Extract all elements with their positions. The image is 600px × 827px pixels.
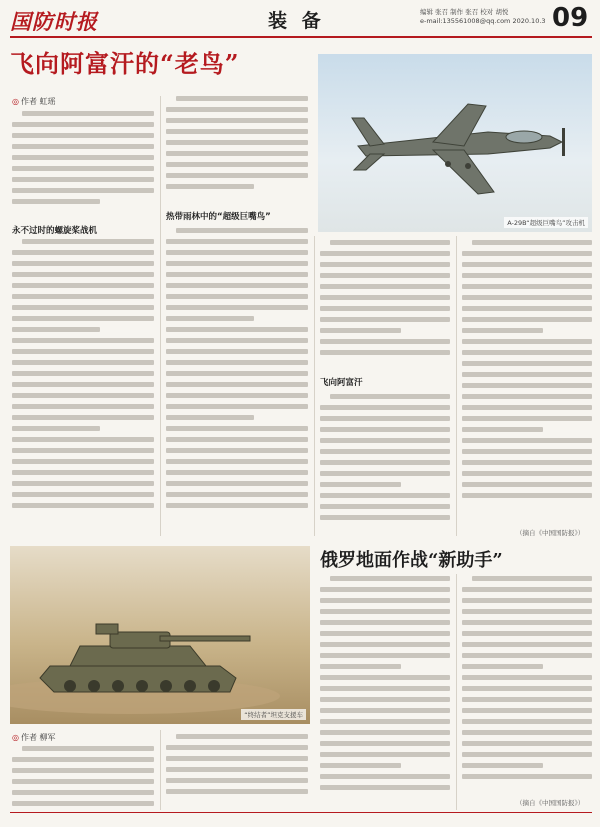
article1-subhead-2: 热带雨林中的“超级巨嘴鸟”	[166, 212, 271, 222]
text-line	[462, 493, 592, 498]
text-line	[12, 437, 154, 442]
page-number: 09	[552, 3, 589, 33]
text-line	[166, 360, 308, 365]
text-line	[462, 416, 592, 421]
text-line	[320, 295, 450, 300]
text-line	[12, 272, 154, 277]
text-line	[320, 609, 450, 614]
article1-photo-caption: A-29B“超级巨嘴鸟”攻击机	[504, 217, 588, 228]
text-line	[12, 393, 154, 398]
section-title: 装 备	[268, 10, 325, 32]
text-line	[12, 790, 154, 795]
text-line	[462, 339, 592, 344]
text-line	[320, 697, 450, 702]
text-line	[166, 778, 308, 783]
text-line	[12, 177, 154, 182]
text-line	[166, 426, 308, 431]
text-line	[12, 360, 154, 365]
text-line	[176, 228, 308, 233]
text-line	[320, 262, 450, 267]
text-line	[462, 295, 592, 300]
text-line	[462, 730, 592, 735]
text-line	[462, 471, 592, 476]
text-line	[320, 471, 450, 476]
text-line	[320, 306, 450, 311]
article1-col3-body	[320, 394, 450, 538]
text-line	[166, 415, 254, 420]
text-line	[166, 459, 308, 464]
text-line	[166, 492, 308, 497]
text-line	[320, 686, 450, 691]
aircraft-illustration	[318, 54, 592, 232]
text-line	[320, 328, 401, 333]
text-line	[462, 598, 592, 603]
article1-col2-top	[166, 96, 308, 204]
text-line	[12, 250, 154, 255]
column-divider	[456, 574, 457, 810]
text-line	[462, 361, 592, 366]
text-line	[12, 122, 154, 127]
article1-subhead-1: 永不过时的螺旋桨战机	[12, 226, 98, 236]
text-line	[320, 482, 401, 487]
text-line	[462, 774, 592, 779]
text-line	[320, 515, 450, 520]
text-line	[320, 598, 450, 603]
text-line	[22, 239, 154, 244]
text-line	[12, 188, 154, 193]
text-line	[166, 338, 308, 343]
text-line	[166, 261, 308, 266]
text-line	[12, 492, 154, 497]
article2-author: 作者 柳军	[20, 733, 56, 742]
column-divider	[314, 236, 315, 536]
text-line	[166, 151, 308, 156]
text-line	[166, 107, 308, 112]
text-line	[166, 481, 308, 486]
text-line	[12, 459, 154, 464]
text-line	[166, 294, 308, 299]
text-line	[320, 493, 450, 498]
text-line	[320, 763, 401, 768]
text-line	[320, 752, 450, 757]
text-line	[166, 470, 308, 475]
text-line	[166, 239, 308, 244]
text-line	[462, 449, 592, 454]
text-line	[166, 140, 308, 145]
article2-col1-body	[12, 746, 154, 810]
text-line	[166, 327, 308, 332]
masthead-rule	[10, 36, 592, 38]
text-line	[166, 448, 308, 453]
article1-byline	[12, 96, 56, 107]
text-line	[472, 240, 592, 245]
article1-col2-body	[166, 228, 308, 540]
text-line	[462, 427, 543, 432]
text-line	[166, 437, 308, 442]
text-line	[462, 587, 592, 592]
text-line	[12, 316, 154, 321]
article1-source-note: （摘自《中国国防报》）	[516, 529, 585, 537]
text-line	[166, 767, 308, 772]
text-line	[12, 470, 154, 475]
text-line	[462, 328, 543, 333]
text-line	[12, 801, 154, 806]
text-line	[462, 631, 592, 636]
text-line	[462, 262, 592, 267]
text-line	[320, 730, 450, 735]
text-line	[462, 284, 592, 289]
text-line	[320, 741, 450, 746]
editor-credits: 编辑 张召 制作 张召 校对 胡悦	[420, 8, 509, 16]
text-line	[12, 404, 154, 409]
text-line	[166, 305, 308, 310]
article1-col4-body	[462, 240, 592, 526]
column-divider	[456, 236, 457, 536]
text-line	[12, 371, 154, 376]
article2-byline	[12, 732, 56, 743]
text-line	[320, 438, 450, 443]
text-line	[462, 653, 592, 658]
text-line	[320, 504, 450, 509]
text-line	[166, 173, 308, 178]
article2-col3-body	[320, 576, 450, 810]
text-line	[320, 284, 450, 289]
text-line	[12, 757, 154, 762]
text-line	[462, 306, 592, 311]
text-line	[330, 240, 450, 245]
text-line	[12, 144, 154, 149]
text-line	[176, 734, 308, 739]
text-line	[462, 741, 592, 746]
text-line	[320, 449, 450, 454]
page-meta	[420, 8, 572, 26]
text-line	[166, 745, 308, 750]
text-line	[320, 416, 450, 421]
text-line	[176, 96, 308, 101]
article1-author: 作者 虹瑶	[20, 97, 56, 106]
text-line	[320, 785, 450, 790]
text-line	[462, 763, 543, 768]
text-line	[12, 338, 154, 343]
text-line	[166, 393, 308, 398]
text-line	[166, 756, 308, 761]
text-line	[12, 166, 154, 171]
footer-rule	[10, 812, 592, 813]
text-line	[472, 576, 592, 581]
text-line	[462, 394, 592, 399]
text-line	[462, 719, 592, 724]
text-line	[320, 774, 450, 779]
text-line	[462, 664, 543, 669]
article2-col4-body	[462, 576, 592, 796]
text-line	[12, 199, 100, 204]
text-line	[166, 382, 308, 387]
column-divider	[160, 730, 161, 810]
text-line	[166, 118, 308, 123]
text-line	[320, 664, 401, 669]
article1-title: 飞向阿富汗的“老鸟”	[10, 49, 240, 78]
text-line	[320, 317, 450, 322]
text-line	[320, 653, 450, 658]
article2-photo	[10, 546, 310, 724]
text-line	[12, 779, 154, 784]
text-line	[462, 350, 592, 355]
text-line	[12, 283, 154, 288]
column-divider	[160, 96, 161, 536]
text-line	[320, 620, 450, 625]
text-line	[320, 460, 450, 465]
text-line	[320, 273, 450, 278]
masthead	[0, 0, 600, 36]
text-line	[320, 719, 450, 724]
text-line	[462, 675, 592, 680]
brand-logo: 国防时报	[10, 9, 98, 34]
text-line	[320, 675, 450, 680]
text-line	[330, 394, 450, 399]
text-line	[12, 448, 154, 453]
text-line	[462, 697, 592, 702]
text-line	[320, 587, 450, 592]
text-line	[22, 111, 154, 116]
tank-support-vehicle-illustration	[10, 546, 310, 724]
text-line	[462, 686, 592, 691]
text-line	[462, 708, 592, 713]
text-line	[12, 481, 154, 486]
text-line	[166, 316, 254, 321]
text-line	[166, 162, 308, 167]
text-line	[462, 460, 592, 465]
article1-col1-body	[12, 239, 154, 539]
text-line	[12, 426, 100, 431]
article2-source-note: （摘自《中国国防报》）	[516, 799, 585, 807]
text-line	[320, 251, 450, 256]
text-line	[166, 283, 308, 288]
text-line	[462, 383, 592, 388]
text-line	[462, 317, 592, 322]
text-line	[462, 251, 592, 256]
text-line	[462, 752, 592, 757]
text-line	[166, 503, 308, 508]
text-line	[12, 768, 154, 773]
byline-mark: ◎	[12, 97, 19, 106]
text-line	[12, 294, 154, 299]
article2-col2-body	[166, 734, 308, 810]
text-line	[462, 620, 592, 625]
text-line	[166, 272, 308, 277]
text-line	[462, 273, 592, 278]
text-line	[330, 576, 450, 581]
text-line	[320, 350, 450, 355]
text-line	[462, 438, 592, 443]
article1-col1-intro	[12, 111, 154, 219]
article2-photo-caption: “终结者”坦克支援车	[241, 709, 306, 720]
text-line	[320, 631, 450, 636]
text-line	[462, 372, 592, 377]
text-line	[320, 642, 450, 647]
text-line	[166, 371, 308, 376]
text-line	[166, 349, 308, 354]
text-line	[12, 382, 154, 387]
text-line	[320, 339, 450, 344]
text-line	[12, 349, 154, 354]
byline-mark: ◎	[12, 733, 19, 742]
text-line	[166, 789, 308, 794]
text-line	[12, 133, 154, 138]
text-line	[320, 708, 450, 713]
text-line	[12, 503, 154, 508]
text-line	[12, 155, 154, 160]
text-line	[462, 405, 592, 410]
text-line	[166, 250, 308, 255]
article1-col3-top	[320, 240, 450, 370]
contact-date: e-mail:135561008@qq.com 2020.10.3	[420, 17, 546, 25]
text-line	[462, 482, 592, 487]
text-line	[166, 404, 308, 409]
text-line	[166, 129, 308, 134]
text-line	[462, 609, 592, 614]
article1-photo	[318, 54, 592, 232]
text-line	[320, 405, 450, 410]
text-line	[22, 746, 154, 751]
text-line	[462, 642, 592, 647]
text-line	[166, 184, 254, 189]
text-line	[12, 305, 154, 310]
text-line	[12, 415, 154, 420]
article1-subhead-3: 飞向阿富汗	[320, 378, 363, 388]
text-line	[12, 261, 154, 266]
text-line	[320, 427, 450, 432]
text-line	[12, 327, 100, 332]
article2-title: 俄罗地面作战“新助手”	[320, 550, 503, 571]
